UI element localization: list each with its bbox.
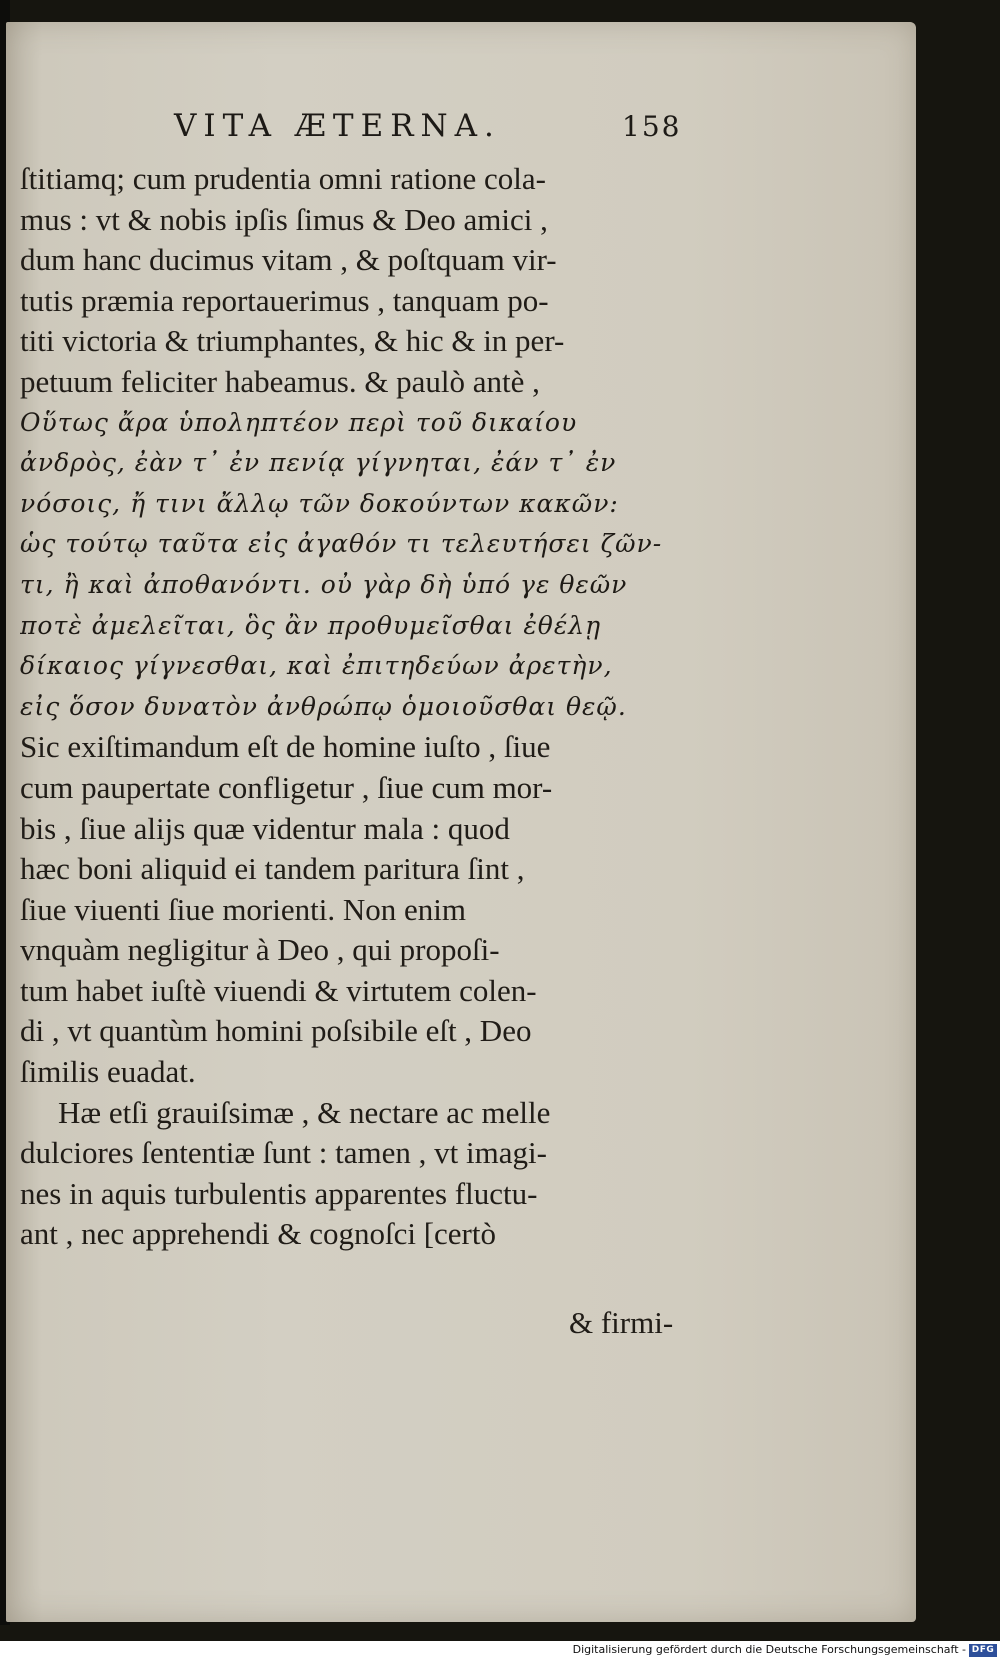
greek-text-line: ἀνδρὸς, ἐὰν τ᾽ ἐν πενίᾳ γίγνηται, ἐάν τ᾽ ἐν — [20, 448, 617, 478]
text-line: petuum feliciter habeamus. & paulò antè , — [20, 363, 540, 399]
text-line: ant , nec apprehendi & cognoſci [certò — [20, 1216, 496, 1252]
greek-text-line: ὡς τούτῳ ταῦτα εἰς ἀγαθόν τι τελευτήσει ζῶν- — [20, 529, 663, 559]
text-line: tutis præmia reportauerimus , tanquam po- — [20, 282, 549, 318]
text-line: ſimilis euadat. — [20, 1054, 196, 1090]
text-line: titi victoria & triumphantes, & hic & in per- — [20, 323, 565, 359]
greek-text-line: δίκαιος γίγνεσθαι, καὶ ἐπιτηδεύων ἀρετὴν, — [20, 651, 613, 681]
greek-text-line: νόσοις, ἤ τινι ἄλλῳ τῶν δοκούντων κακῶν: — [20, 488, 619, 518]
text-block — [20, 159, 720, 1255]
text-line: Hæ etſi grauiſsimæ , & nectare ac melle — [58, 1094, 551, 1130]
running-head: VITA ÆTERNA. — [174, 108, 501, 144]
book-page — [6, 22, 916, 1622]
text-line: cum paupertate confligetur , ſiue cum mor- — [20, 769, 553, 805]
greek-text-line: Οὕτως ἄρα ὑποληπτέον περὶ τοῦ δικαίου — [20, 407, 578, 437]
text-line: ſiue viuenti ſiue morienti. Non enim — [20, 891, 466, 927]
text-line: nes in aquis turbulentis apparentes fluctu- — [20, 1175, 538, 1211]
text-line: hæc boni aliquid ei tandem paritura ſint , — [20, 851, 525, 887]
greek-text-line: τι, ἢ καὶ ἀποθανόντι. οὐ γὰρ δὴ ὑπό γε θεῶν — [20, 569, 628, 599]
text-line: mus : vt & nobis ipſis ſimus & Deo amici , — [20, 201, 548, 237]
text-line: bis , ſiue alijs quæ videntur mala : quod — [20, 810, 510, 846]
greek-text-line: εἰς ὅσον δυνατὸν ἀνθρώπῳ ὁμοιοῦσθαι θεῷ. — [20, 691, 627, 721]
text-line: tum habet iuſtè viuendi & virtutem colen- — [20, 972, 537, 1008]
greek-text-line: ποτὲ ἀμελεῖται, ὃς ἂν προθυμεῖσθαι ἐθέλῃ — [20, 610, 602, 640]
page-number: 158 — [622, 110, 682, 143]
text-line: dum hanc ducimus vitam , & poſtquam vir- — [20, 242, 557, 278]
text-line: di , vt quantùm homini poſsibile eſt , Deo — [20, 1013, 532, 1049]
text-line: Sic exiſtimandum eſt de homine iuſto , ſiue — [20, 729, 551, 765]
text-line: vnquàm negligitur à Deo , qui propoſi- — [20, 932, 500, 968]
text-line: ſtitiamq; cum prudentia omni ratione cola- — [20, 161, 546, 196]
dfg-logo: DFG — [969, 1644, 997, 1657]
footer-bar — [0, 1641, 1000, 1661]
text-line: dulciores ſententiæ ſunt : tamen , vt imagi- — [20, 1135, 547, 1171]
catchword: & firmi- — [569, 1305, 674, 1340]
funding-credit: Digitalisierung gefördert durch die Deutsche Forschungsgemeinschaft - — [572, 1643, 966, 1656]
